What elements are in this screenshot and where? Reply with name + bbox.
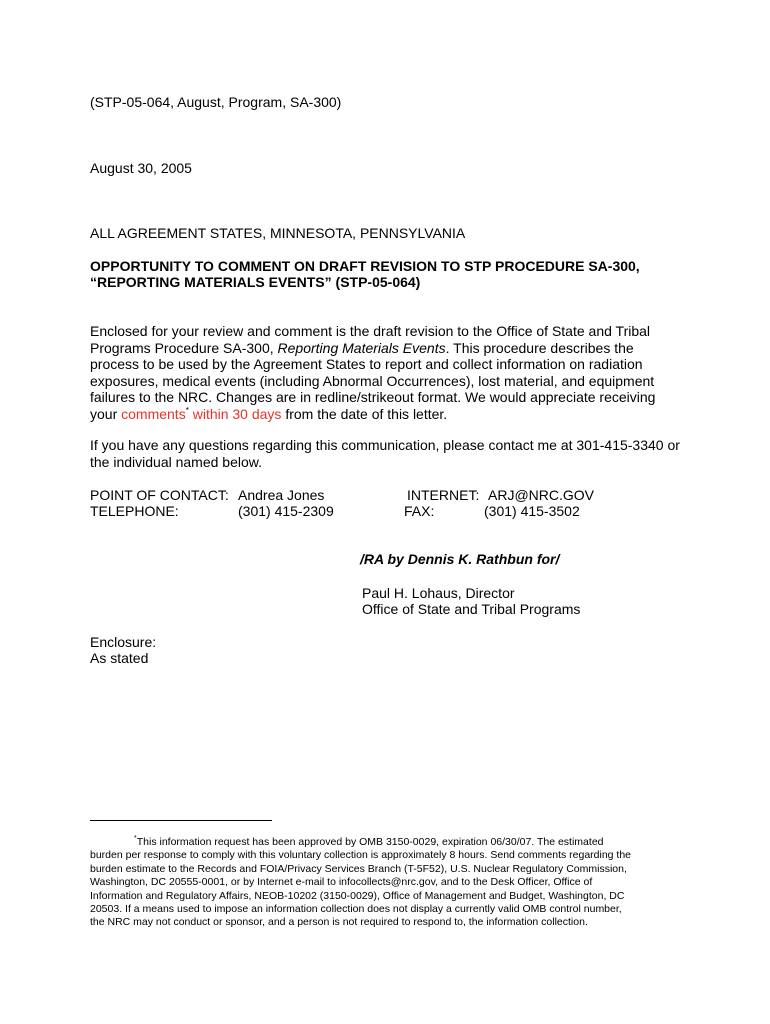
footnote-text: This information request has been approved by OMB 3150-0029, expiration 06/30/07. The estimated	[136, 836, 604, 848]
enclosure-label: Enclosure:	[90, 634, 157, 650]
footnote-line: Washington, DC 20555-0001, or by Internet e-mail to infocollects@nrc.gov, and to the Desk Officer, Office of	[90, 876, 593, 889]
footnote-line: 20503. If a means used to impose an information collection does not display a currently valid OMB control number,	[90, 903, 622, 916]
body-p1-line: exposures, medical events (including Abnormal Occurrences), lost material, and equipment	[90, 372, 655, 389]
reference-line: (STP-05-064, August, Program, SA-300)	[90, 94, 342, 110]
subject-line-1: OPPORTUNITY TO COMMENT ON DRAFT REVISION TO STP PROCEDURE SA-300,	[90, 258, 640, 274]
footnote	[90, 836, 690, 930]
body-p1-line: process to be used by the Agreement States to report and collect information on radiation	[90, 356, 643, 372]
body-paragraph-1	[90, 323, 670, 422]
footnote-line	[90, 836, 690, 849]
fax-label: FAX:	[404, 503, 435, 519]
body-p1-line	[90, 406, 670, 423]
body-p2-line: If you have any questions regarding this communication, please contact me at 301-415-3340 or	[90, 437, 680, 453]
body-text: your	[90, 405, 122, 422]
within-30-days-link[interactable]: within 30 days	[188, 405, 282, 422]
body-p1-line: Enclosed for your review and comment is the draft revision to the Office of State and Tribal	[90, 323, 651, 339]
footnote-divider	[90, 820, 272, 821]
addressee-line: ALL AGREEMENT STATES, MINNESOTA, PENNSYLVANIA	[90, 225, 466, 241]
footnote-line: burden per response to comply with this voluntary collection is approximately 8 hours. Send comments regarding the	[90, 849, 632, 862]
telephone-value: (301) 415-2309	[238, 503, 334, 519]
footnote-marker: *	[185, 405, 189, 415]
letter-date: August 30, 2005	[90, 160, 192, 176]
telephone-label: TELEPHONE:	[90, 503, 179, 519]
body-text: Programs Procedure SA-300,	[90, 339, 278, 356]
comments-link[interactable]: comments	[121, 405, 186, 422]
procedure-title: Reporting Materials Events	[277, 339, 446, 356]
body-p1-line: failures to the NRC. Changes are in redline/strikeout format. We would appreciate receiving	[90, 389, 656, 405]
footnote-line: burden estimate to the Records and FOIA/Privacy Services Branch (T-5F52), U.S. Nuclear Regulatory Commission,	[90, 862, 627, 875]
footnote-mark: *	[134, 835, 137, 842]
subject-line-2: “REPORTING MATERIALS EVENTS” (STP-05-064)	[90, 274, 421, 290]
internet-label: INTERNET:	[407, 487, 480, 503]
footnote-line: Information and Regulatory Affairs, NEOB-10202 (3150-0029), Office of Management and Budget, Washington, DC	[90, 889, 625, 902]
internet-value: ARJ@NRC.GOV	[488, 487, 594, 503]
enclosure-value: As stated	[90, 650, 149, 666]
body-paragraph-2	[90, 437, 680, 470]
body-p2-line: the individual named below.	[90, 453, 263, 470]
body-p1-line	[90, 340, 670, 357]
signer-name: Paul H. Lohaus, Director	[362, 585, 515, 601]
fax-value: (301) 415-3502	[484, 503, 580, 519]
poc-value: Andrea Jones	[238, 487, 325, 503]
body-text: from the date of this letter.	[281, 405, 448, 422]
footnote-line: the NRC may not conduct or sponsor, and a person is not required to respond to, the information collection.	[90, 916, 588, 929]
body-text: . This procedure describes the	[445, 339, 634, 356]
signature-ra: /RA by Dennis K. Rathbun for/	[360, 551, 560, 567]
signer-office: Office of State and Tribal Programs	[362, 601, 581, 617]
poc-label: POINT OF CONTACT:	[90, 487, 229, 503]
